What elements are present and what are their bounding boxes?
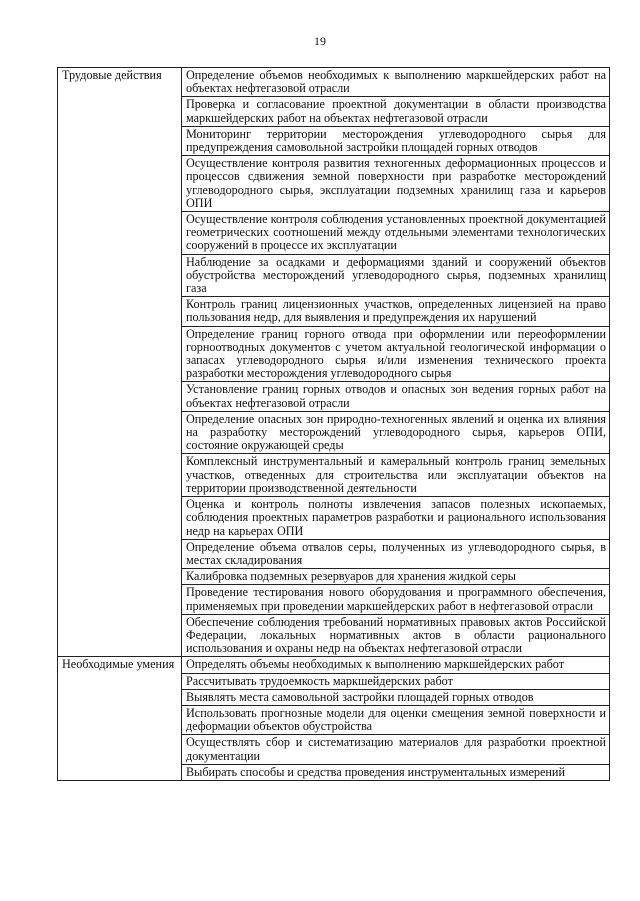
table-cell-item: Определение объема отвалов серы, полученных из углеводородного сырья, в местах складирования [182, 539, 610, 568]
table-cell-item: Выявлять места самовольной застройки площадей горных отводов [182, 689, 610, 705]
table-cell-item: Проведение тестирования нового оборудования и программного обеспечения, применяемых при проведении маркшейдерских работ в нефтегазовой отрасли [182, 585, 610, 614]
table-cell-item: Мониторинг территории месторождения углеводородного сырья для предупреждения самовольной застройки площадей горных отводов [182, 126, 610, 155]
section-label: Трудовые действия [58, 68, 182, 657]
table-cell-item: Рассчитывать трудоемкость маркшейдерских работ [182, 673, 610, 689]
table-cell-item: Наблюдение за осадками и деформациями зданий и сооружений объектов обустройства месторождений углеводородного сырья, подземных хранилищ газа [182, 254, 610, 297]
table-cell-item: Калибровка подземных резервуаров для хранения жидкой серы [182, 569, 610, 585]
table-cell-item: Проверка и согласование проектной документации в области производства маркшейдерских работ на объектах нефтегазовой отрасли [182, 97, 610, 126]
table-cell-item: Комплексный инструментальный и камеральный контроль границ земельных участков, отведенных для строительства или эксплуатации объектов на территории производственной деятельности [182, 454, 610, 497]
table-cell-item: Выбирать способы и средства проведения инструментальных измерений [182, 764, 610, 780]
section-label: Необходимые умения [58, 657, 182, 781]
table-cell-item: Обеспечение соблюдения требований нормативных правовых актов Российской Федерации, локальных нормативных актов в области рационального использования и охраны недр на объектах нефтегазовой отрасли [182, 614, 610, 657]
table-cell-item: Осуществление контроля соблюдения установленных проектной документацией геометрических соотношений между отдельными элементами технологических сооружений в процессе их эксплуатации [182, 212, 610, 255]
table-cell-item: Использовать прогнозные модели для оценки смещения земной поверхности и деформации объектов обустройства [182, 705, 610, 734]
table-cell-item: Определение опасных зон природно-техногенных явлений и оценка их влияния на разработку месторождений углеводородного сырья, карьеров ОПИ, состояние окружающей среды [182, 411, 610, 454]
table-cell-item: Определение границ горного отвода при оформлении или переоформлении горноотводных документов с учетом актуальной геологической информации о запасах углеводородного сырья и/или изменения технического проекта разработки месторождения углеводородного сырья [182, 326, 610, 382]
table-cell-item: Осуществлять сбор и систематизацию материалов для разработки проектной документации [182, 735, 610, 764]
table-cell-item: Установление границ горных отводов и опасных зон ведения горных работ на объектах нефтегазовой отрасли [182, 382, 610, 411]
table-row [58, 68, 610, 97]
table-cell-item: Определять объемы необходимых к выполнению маркшейдерских работ [182, 657, 610, 673]
table-cell-item: Определение объемов необходимых к выполнению маркшейдерских работ на объектах нефтегазовой отрасли [182, 68, 610, 97]
competency-table [57, 67, 610, 781]
page-number: 19 [314, 34, 326, 48]
table-cell-item: Осуществление контроля развития техногенных деформационных процессов и процессов сдвижения земной поверхности при разработке месторождений углеводородного сырья, эксплуатации подземных хранилищ газа и карьеров ОПИ [182, 156, 610, 212]
table-cell-item: Оценка и контроль полноты извлечения запасов полезных ископаемых, соблюдения проектных параметров разработки и рационального использования недр на карьерах ОПИ [182, 497, 610, 540]
table-row [58, 657, 610, 673]
table-cell-item: Контроль границ лицензионных участков, определенных лицензией на право пользования недр, для выявления и предупреждения их нарушений [182, 297, 610, 326]
